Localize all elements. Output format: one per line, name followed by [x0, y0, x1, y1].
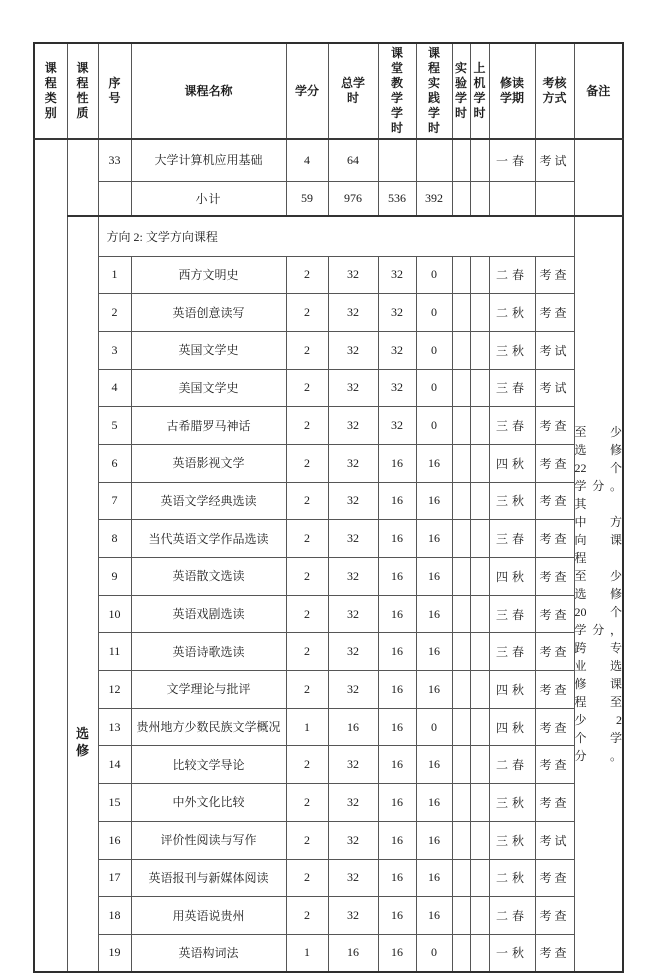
cell-practice-hours: 16 [416, 595, 452, 633]
cell-practice-hours [416, 139, 452, 181]
cell-computer-hours [470, 369, 489, 407]
cell-no: 9 [98, 558, 131, 596]
cell-computer-hours [470, 746, 489, 784]
cell-lab-hours [452, 708, 470, 746]
course-row [34, 633, 623, 671]
cell-lab-hours [452, 784, 470, 822]
cell-credits: 2 [286, 784, 328, 822]
cell-name: 英语文学经典选读 [131, 482, 286, 520]
cell-lab-hours [452, 821, 470, 859]
cell-no: 13 [98, 708, 131, 746]
cell-semester: 四秋 [489, 444, 535, 482]
cell-semester: 一秋 [489, 934, 535, 972]
cell-classroom-hours: 32 [378, 331, 416, 369]
column-header-category-label: 课程类别 [44, 61, 57, 120]
cell-name: 用英语说贵州 [131, 897, 286, 935]
cell-name: 当代英语文学作品选读 [131, 520, 286, 558]
cell-practice-hours: 16 [416, 859, 452, 897]
cell-total-hours: 32 [328, 821, 378, 859]
course-row [34, 407, 623, 445]
cell-computer-hours [470, 407, 489, 445]
cell-practice-hours: 16 [416, 671, 452, 709]
cell-computer-hours [470, 444, 489, 482]
cell-credits: 2 [286, 859, 328, 897]
remarks-note-line: 中方 [574, 515, 622, 530]
cell-name: 英国文学史 [131, 331, 286, 369]
subtotal-row [34, 181, 623, 216]
cell-assessment: 考查 [535, 558, 574, 596]
cell-lab-hours [452, 746, 470, 784]
curriculum-table [33, 42, 624, 973]
cell-practice-hours: 16 [416, 444, 452, 482]
remarks-note-line: 少2 [574, 713, 622, 728]
cell-credits: 2 [286, 595, 328, 633]
remarks-note-line: 跨专 [574, 641, 622, 656]
cell-lab-hours [452, 444, 470, 482]
cell-semester: 二秋 [489, 294, 535, 332]
cell-assessment: 考查 [535, 671, 574, 709]
column-header-no [98, 43, 131, 139]
remarks-note-line: 22个 [574, 461, 622, 476]
cell-computer-hours [470, 181, 489, 216]
cell-lab-hours [452, 139, 470, 181]
cell-no: 4 [98, 369, 131, 407]
cell-assessment: 考试 [535, 331, 574, 369]
cell-no: 33 [98, 139, 131, 181]
cell-name: 文学理论与批评 [131, 671, 286, 709]
cell-total-hours: 32 [328, 256, 378, 294]
cell-no: 16 [98, 821, 131, 859]
column-header-practice-hours [416, 43, 452, 139]
cell-computer-hours [470, 331, 489, 369]
course-row [34, 934, 623, 972]
cell-category-span [34, 139, 67, 972]
cell-total-hours: 32 [328, 294, 378, 332]
cell-total-hours: 16 [328, 708, 378, 746]
cell-lab-hours [452, 595, 470, 633]
cell-total-hours: 32 [328, 482, 378, 520]
cell-practice-hours: 16 [416, 633, 452, 671]
remarks-note-line: 学分， [574, 623, 622, 638]
cell-classroom-hours [378, 139, 416, 181]
remarks-note-line: 至少 [574, 425, 622, 440]
cell-practice-hours: 0 [416, 294, 452, 332]
cell-credits: 59 [286, 181, 328, 216]
cell-name: 中外文化比较 [131, 784, 286, 822]
column-header-lab-hours-label: 实验学时 [455, 61, 468, 120]
cell-credits: 4 [286, 139, 328, 181]
cell-total-hours: 32 [328, 369, 378, 407]
cell-semester: 四秋 [489, 708, 535, 746]
cell-classroom-hours: 536 [378, 181, 416, 216]
cell-total-hours: 32 [328, 520, 378, 558]
cell-no: 17 [98, 859, 131, 897]
cell-classroom-hours: 16 [378, 558, 416, 596]
cell-assessment: 考查 [535, 294, 574, 332]
cell-assessment: 考查 [535, 859, 574, 897]
remarks-note-text [575, 423, 623, 765]
cell-no: 5 [98, 407, 131, 445]
cell-credits: 1 [286, 934, 328, 972]
remarks-note-line: 向课 [574, 533, 622, 548]
column-header-no-label: 序号 [108, 76, 121, 105]
cell-credits: 2 [286, 256, 328, 294]
cell-lab-hours [452, 934, 470, 972]
cell-practice-hours: 16 [416, 746, 452, 784]
remarks-note-line: 程 [574, 551, 587, 566]
cell-practice-hours: 16 [416, 558, 452, 596]
cell-practice-hours: 16 [416, 520, 452, 558]
cell-semester: 三春 [489, 633, 535, 671]
cell-computer-hours [470, 294, 489, 332]
course-row [34, 897, 623, 935]
cell-classroom-hours: 16 [378, 595, 416, 633]
cell-computer-hours [470, 482, 489, 520]
cell-practice-hours: 0 [416, 331, 452, 369]
cell-no: 10 [98, 595, 131, 633]
cell-name: 古希腊罗马神话 [131, 407, 286, 445]
cell-credits: 2 [286, 558, 328, 596]
cell-assessment: 考查 [535, 897, 574, 935]
cell-semester: 二春 [489, 746, 535, 784]
cell-remarks-note [574, 216, 623, 972]
cell-credits: 2 [286, 520, 328, 558]
column-header-semester-label: 修读学期 [500, 76, 525, 105]
cell-no: 14 [98, 746, 131, 784]
cell-computer-hours [470, 520, 489, 558]
cell-assessment: 考试 [535, 821, 574, 859]
cell-total-hours: 32 [328, 558, 378, 596]
cell-credits: 2 [286, 671, 328, 709]
course-row [34, 369, 623, 407]
cell-name: 英语报刊与新媒体阅读 [131, 859, 286, 897]
cell-remarks-upper-span [574, 139, 623, 216]
cell-computer-hours [470, 256, 489, 294]
column-header-nature-label: 课程性质 [76, 61, 89, 120]
column-header-nature [67, 43, 98, 139]
cell-assessment: 考查 [535, 520, 574, 558]
course-row [34, 595, 623, 633]
column-header-category [34, 43, 67, 139]
cell-lab-hours [452, 558, 470, 596]
course-row [34, 482, 623, 520]
cell-total-hours: 16 [328, 934, 378, 972]
remarks-note-line: 程至 [574, 695, 622, 710]
cell-practice-hours: 0 [416, 256, 452, 294]
cell-total-hours: 32 [328, 444, 378, 482]
cell-assessment: 考查 [535, 256, 574, 294]
cell-computer-hours [470, 708, 489, 746]
cell-lab-hours [452, 369, 470, 407]
cell-name: 英语创意读写 [131, 294, 286, 332]
cell-lab-hours [452, 633, 470, 671]
table-header-row [34, 43, 623, 139]
cell-assessment: 考试 [535, 139, 574, 181]
cell-classroom-hours: 16 [378, 482, 416, 520]
cell-semester: 二春 [489, 256, 535, 294]
cell-classroom-hours: 16 [378, 934, 416, 972]
cell-total-hours: 64 [328, 139, 378, 181]
cell-computer-hours [470, 139, 489, 181]
cell-classroom-hours: 16 [378, 859, 416, 897]
cell-no: 11 [98, 633, 131, 671]
cell-assessment: 考查 [535, 444, 574, 482]
course-row [34, 444, 623, 482]
course-row [34, 746, 623, 784]
cell-assessment: 考查 [535, 784, 574, 822]
cell-semester: 三春 [489, 369, 535, 407]
cell-practice-hours: 0 [416, 934, 452, 972]
cell-practice-hours: 0 [416, 708, 452, 746]
course-row [34, 784, 623, 822]
cell-lab-hours [452, 181, 470, 216]
cell-lab-hours [452, 294, 470, 332]
cell-semester: 四秋 [489, 558, 535, 596]
cell-total-hours: 32 [328, 746, 378, 784]
cell-lab-hours [452, 407, 470, 445]
cell-classroom-hours: 32 [378, 369, 416, 407]
cell-credits: 2 [286, 369, 328, 407]
cell-practice-hours: 16 [416, 821, 452, 859]
cell-semester: 三春 [489, 595, 535, 633]
course-row [34, 859, 623, 897]
cell-lab-hours [452, 897, 470, 935]
cell-no: 7 [98, 482, 131, 520]
course-row [34, 821, 623, 859]
column-header-semester [489, 43, 535, 139]
section-header-row [34, 216, 623, 256]
course-row [34, 671, 623, 709]
cell-no: 19 [98, 934, 131, 972]
remarks-note-line: 其 [574, 497, 587, 512]
cell-credits: 2 [286, 331, 328, 369]
cell-practice-hours: 16 [416, 482, 452, 520]
cell-semester: 三春 [489, 407, 535, 445]
course-row [34, 256, 623, 294]
column-header-computer-hours-label: 上机学时 [473, 61, 486, 120]
cell-computer-hours [470, 595, 489, 633]
remarks-note-line: 选修 [574, 587, 622, 602]
cell-practice-hours: 0 [416, 407, 452, 445]
cell-lab-hours [452, 256, 470, 294]
cell-classroom-hours: 16 [378, 520, 416, 558]
cell-credits: 2 [286, 444, 328, 482]
cell-classroom-hours: 16 [378, 633, 416, 671]
cell-classroom-hours: 16 [378, 671, 416, 709]
cell-name: 英语戏剧选读 [131, 595, 286, 633]
cell-credits: 2 [286, 897, 328, 935]
cell-semester [489, 181, 535, 216]
subtotal-label-text: 小计 [195, 191, 222, 206]
cell-credits: 2 [286, 633, 328, 671]
cell-computer-hours [470, 671, 489, 709]
column-header-practice-hours-label: 课程实践学时 [428, 46, 441, 135]
cell-name: 美国文学史 [131, 369, 286, 407]
remarks-note-line: 业选 [574, 659, 622, 674]
column-header-assessment [535, 43, 574, 139]
remarks-note-line: 20个 [574, 605, 622, 620]
remarks-note-line: 学分。 [574, 479, 622, 494]
column-header-remarks: 备注 [574, 43, 623, 139]
cell-no: 12 [98, 671, 131, 709]
cell-name: 英语诗歌选读 [131, 633, 286, 671]
cell-computer-hours [470, 934, 489, 972]
cell-total-hours: 32 [328, 595, 378, 633]
course-row [34, 708, 623, 746]
section-title: 方向 2: 文学方向课程 [98, 216, 574, 256]
remarks-note-line: 修课 [574, 677, 622, 692]
cell-name: 贵州地方少数民族文学概况 [131, 708, 286, 746]
cell-semester: 四秋 [489, 671, 535, 709]
cell-name: 英语构词法 [131, 934, 286, 972]
remarks-note-line: 分。 [574, 749, 622, 764]
cell-semester: 二春 [489, 897, 535, 935]
column-header-computer-hours [470, 43, 489, 139]
subtotal-label [131, 181, 286, 216]
cell-name: 西方文明史 [131, 256, 286, 294]
cell-nature-elective-span [67, 216, 98, 972]
cell-classroom-hours: 32 [378, 294, 416, 332]
cell-semester: 二秋 [489, 859, 535, 897]
column-header-lab-hours [452, 43, 470, 139]
cell-total-hours: 976 [328, 181, 378, 216]
cell-total-hours: 32 [328, 331, 378, 369]
cell-classroom-hours: 16 [378, 784, 416, 822]
cell-no: 1 [98, 256, 131, 294]
cell-lab-hours [452, 859, 470, 897]
cell-computer-hours [470, 821, 489, 859]
column-header-credits: 学分 [286, 43, 328, 139]
cell-semester: 三秋 [489, 821, 535, 859]
cell-credits: 2 [286, 294, 328, 332]
course-row [34, 331, 623, 369]
cell-computer-hours [470, 859, 489, 897]
cell-classroom-hours: 32 [378, 256, 416, 294]
cell-lab-hours [452, 671, 470, 709]
cell-no [98, 181, 131, 216]
cell-assessment: 考查 [535, 708, 574, 746]
cell-no: 18 [98, 897, 131, 935]
cell-assessment: 考查 [535, 595, 574, 633]
cell-semester: 三春 [489, 520, 535, 558]
cell-total-hours: 32 [328, 407, 378, 445]
remarks-note-line: 个学 [574, 731, 622, 746]
cell-classroom-hours: 16 [378, 821, 416, 859]
cell-lab-hours [452, 331, 470, 369]
cell-assessment [535, 181, 574, 216]
course-row [34, 520, 623, 558]
cell-credits: 2 [286, 482, 328, 520]
cell-assessment: 考查 [535, 746, 574, 784]
cell-credits: 2 [286, 407, 328, 445]
cell-name: 英语影视文学 [131, 444, 286, 482]
cell-name: 英语散文选读 [131, 558, 286, 596]
cell-computer-hours [470, 633, 489, 671]
cell-no: 8 [98, 520, 131, 558]
course-row [34, 558, 623, 596]
cell-no: 2 [98, 294, 131, 332]
cell-classroom-hours: 16 [378, 708, 416, 746]
cell-name: 评价性阅读与写作 [131, 821, 286, 859]
cell-no: 6 [98, 444, 131, 482]
cell-course-name: 大学计算机应用基础 [131, 139, 286, 181]
cell-semester: 三秋 [489, 482, 535, 520]
cell-practice-hours: 0 [416, 369, 452, 407]
cell-assessment: 考试 [535, 369, 574, 407]
cell-no: 15 [98, 784, 131, 822]
cell-practice-hours: 16 [416, 784, 452, 822]
cell-credits: 2 [286, 746, 328, 784]
cell-lab-hours [452, 520, 470, 558]
cell-assessment: 考查 [535, 407, 574, 445]
cell-credits: 2 [286, 821, 328, 859]
cell-total-hours: 32 [328, 897, 378, 935]
cell-semester: 三秋 [489, 784, 535, 822]
cell-total-hours: 32 [328, 784, 378, 822]
remarks-note-line: 选修 [574, 443, 622, 458]
cell-computer-hours [470, 897, 489, 935]
cell-nature-upper-span [67, 139, 98, 216]
column-header-assessment-label: 考核方式 [542, 76, 567, 105]
cell-practice-hours: 392 [416, 181, 452, 216]
cell-total-hours: 32 [328, 633, 378, 671]
nature-elective-label: 选修 [76, 726, 90, 759]
cell-name: 比较文学导论 [131, 746, 286, 784]
cell-credits: 1 [286, 708, 328, 746]
column-header-total-hours [328, 43, 378, 139]
cell-computer-hours [470, 784, 489, 822]
cell-classroom-hours: 16 [378, 746, 416, 784]
course-row [34, 294, 623, 332]
cell-assessment: 考查 [535, 633, 574, 671]
cell-semester: 一春 [489, 139, 535, 181]
column-header-classroom-hours [378, 43, 416, 139]
course-row-33 [34, 139, 623, 181]
column-header-course-name: 课程名称 [131, 43, 286, 139]
cell-classroom-hours: 32 [378, 407, 416, 445]
cell-total-hours: 32 [328, 859, 378, 897]
cell-total-hours: 32 [328, 671, 378, 709]
cell-semester: 三秋 [489, 331, 535, 369]
cell-lab-hours [452, 482, 470, 520]
cell-practice-hours: 16 [416, 897, 452, 935]
cell-computer-hours [470, 558, 489, 596]
cell-classroom-hours: 16 [378, 444, 416, 482]
cell-assessment: 考查 [535, 934, 574, 972]
cell-no: 3 [98, 331, 131, 369]
cell-assessment: 考查 [535, 482, 574, 520]
column-header-total-hours-label: 总学时 [341, 76, 366, 105]
remarks-note-line: 至少 [574, 569, 622, 584]
cell-classroom-hours: 16 [378, 897, 416, 935]
column-header-classroom-hours-label: 课堂教学学时 [391, 46, 404, 135]
